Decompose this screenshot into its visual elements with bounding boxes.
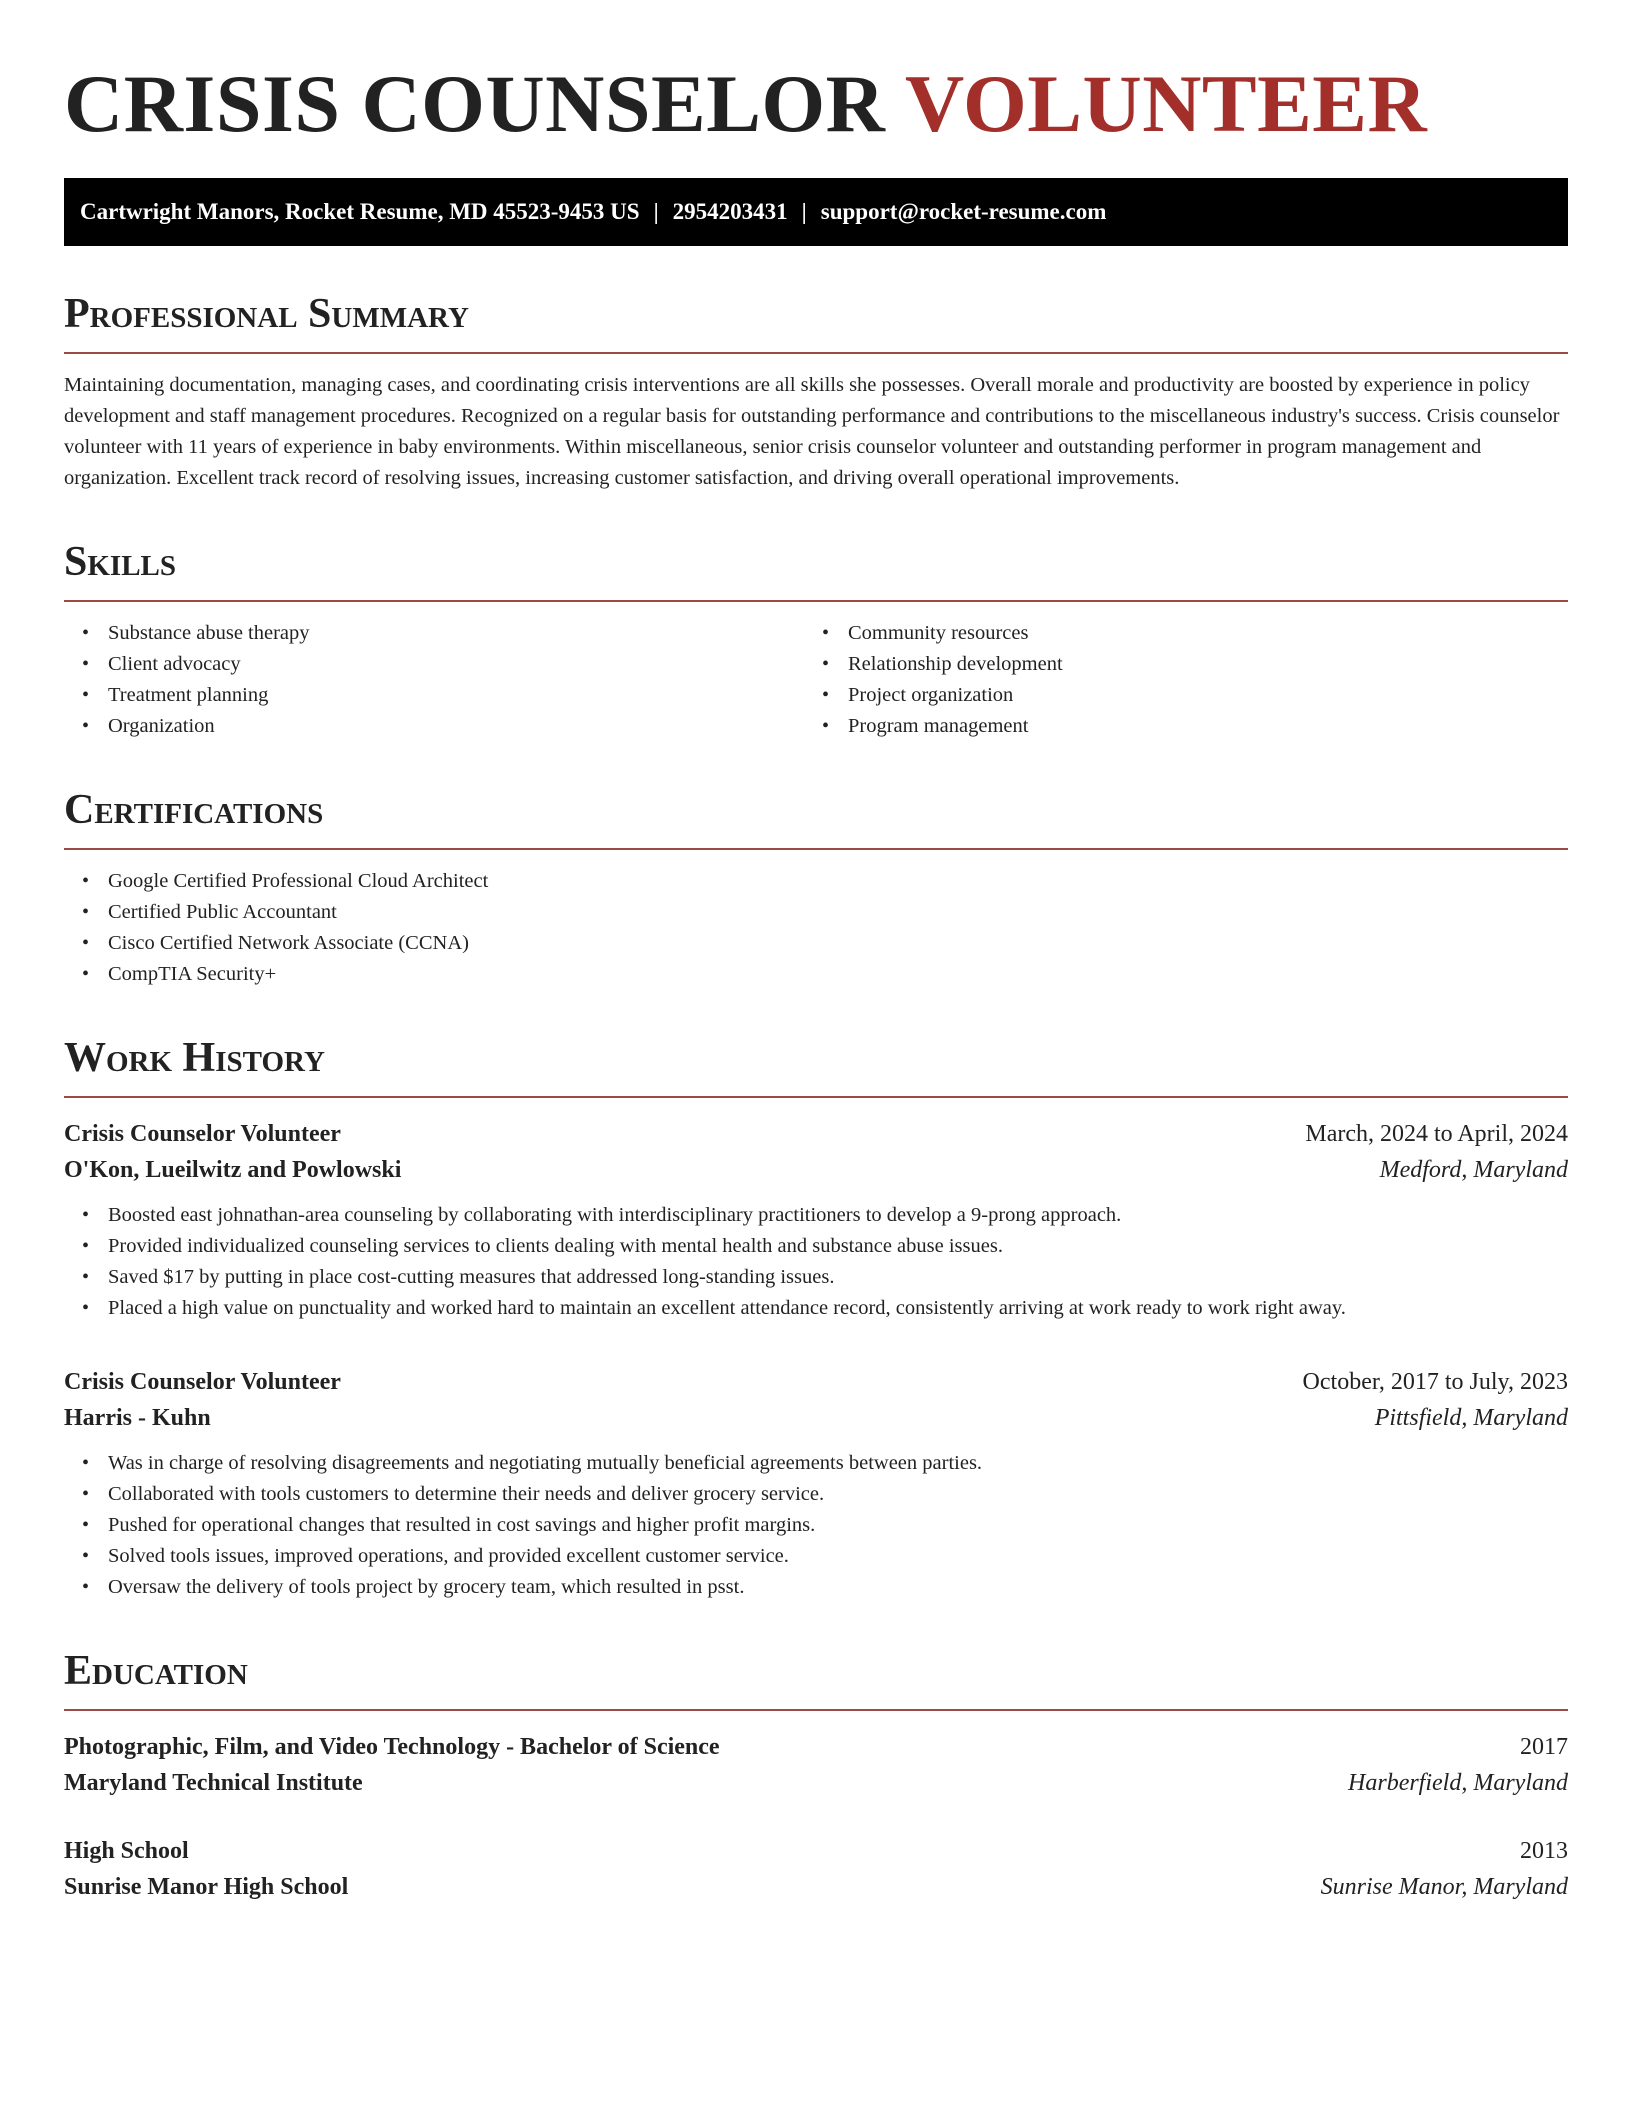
education-school: Sunrise Manor High School [64, 1874, 349, 1900]
skill-item: • Community resources [822, 622, 1029, 644]
skills-grid [64, 618, 1568, 742]
job-duty: • Solved tools issues, improved operations, and provided excellent customer service. [82, 1545, 789, 1567]
section-divider [64, 1709, 1568, 1711]
education-location: Harberfield, Maryland [1348, 1770, 1568, 1796]
skill-item: • Substance abuse therapy [82, 622, 310, 644]
contact-email: support@rocket-resume.com [820, 199, 1107, 224]
summary-text: Maintaining documentation, managing cases, and coordinating crisis interventions are all skills she possesses. Overall morale and productivity are boosted by experience in policy development and staff management procedures. Recognized on a regular basis for outstanding performance and contributions to the miscellaneous industry's success. Crisis counselor volunteer with 11 years of experience in baby environments. Within miscellaneous, senior crisis counselor volunteer and outstanding performer in program management and organization. Excellent track record of resolving issues, increasing customer satisfaction, and driving overall operational improvements. [64, 374, 1560, 489]
section-heading: Certifications [64, 787, 324, 833]
job-company: Harris - Kuhn [64, 1405, 211, 1431]
education-year: 2013 [1520, 1838, 1568, 1864]
section-heading: Education [64, 1648, 248, 1694]
job-duties-list [64, 1448, 1568, 1603]
education-year: 2017 [1520, 1734, 1568, 1760]
job-duty: • Pushed for operational changes that resulted in cost savings and higher profit margins. [82, 1514, 816, 1536]
job-duty: • Oversaw the delivery of tools project by grocery team, which resulted in psst. [82, 1576, 745, 1598]
job-dates: October, 2017 to July, 2023 [1302, 1369, 1568, 1395]
skill-item: • Program management [822, 715, 1029, 737]
section-heading: Work History [64, 1035, 325, 1081]
job-company: O'Kon, Lueilwitz and Powlowski [64, 1157, 402, 1183]
work-history-section [64, 1034, 1568, 1603]
skill-item: • Organization [82, 715, 215, 737]
certification-item: • Google Certified Professional Cloud Architect [82, 870, 489, 892]
section-heading: Professional Summary [64, 291, 469, 337]
certification-item: • Certified Public Accountant [82, 901, 337, 923]
certifications-section [64, 786, 1568, 990]
skill-item: • Client advocacy [82, 653, 241, 675]
section-divider [64, 600, 1568, 602]
skill-item: • Project organization [822, 684, 1014, 706]
job-entry [64, 1116, 1568, 1324]
job-duty: • Saved $17 by putting in place cost-cutting measures that addressed long-standing issues. [82, 1266, 835, 1288]
contact-bar [64, 178, 1568, 246]
skills-section [64, 538, 1568, 742]
job-title: Crisis Counselor Volunteer [64, 1369, 341, 1395]
resume-title [64, 56, 1568, 152]
skill-item: • Relationship development [822, 653, 1063, 675]
certification-item: • CompTIA Security+ [82, 963, 277, 985]
job-duty: • Placed a high value on punctuality and worked hard to maintain an excellent attendance record, consistently arriving at work ready to work right away. [82, 1297, 1346, 1319]
certification-item: • Cisco Certified Network Associate (CCNA) [82, 932, 469, 954]
title-main: CRISIS COUNSELOR [64, 58, 886, 149]
education-entry [64, 1729, 1568, 1801]
section-heading: Skills [64, 539, 177, 585]
education-section [64, 1647, 1568, 1905]
education-degree: Photographic, Film, and Video Technology - Bachelor of Science [64, 1734, 720, 1760]
job-duty: • Boosted east johnathan-area counseling by collaborating with interdisciplinary practitioners to develop a 9-prong approach. [82, 1204, 1122, 1226]
job-duties-list [64, 1200, 1568, 1324]
skills-list-left [64, 618, 804, 742]
job-duty: • Provided individualized counseling services to clients dealing with mental health and substance abuse issues. [82, 1235, 1003, 1257]
education-degree: High School [64, 1838, 189, 1864]
job-dates: March, 2024 to April, 2024 [1305, 1121, 1568, 1147]
contact-separator: | [653, 199, 659, 224]
job-duty: • Was in charge of resolving disagreements and negotiating mutually beneficial agreements between parties. [82, 1452, 983, 1474]
contact-phone: 2954203431 [672, 199, 788, 224]
job-entry [64, 1364, 1568, 1603]
job-title: Crisis Counselor Volunteer [64, 1121, 341, 1147]
job-location: Medford, Maryland [1379, 1157, 1568, 1183]
education-entry [64, 1833, 1568, 1905]
skills-list-right [804, 618, 1544, 742]
summary-section [64, 290, 1568, 494]
education-location: Sunrise Manor, Maryland [1320, 1874, 1568, 1900]
job-location: Pittsfield, Maryland [1374, 1405, 1568, 1431]
contact-address: Cartwright Manors, Rocket Resume, MD 45523-9453 US [80, 199, 640, 224]
contact-separator: | [801, 199, 807, 224]
job-duty: • Collaborated with tools customers to determine their needs and deliver grocery service. [82, 1483, 825, 1505]
section-divider [64, 1096, 1568, 1098]
education-school: Maryland Technical Institute [64, 1770, 363, 1796]
title-accent: VOLUNTEER [904, 58, 1428, 149]
section-divider [64, 352, 1568, 354]
skill-item: • Treatment planning [82, 684, 269, 706]
section-divider [64, 848, 1568, 850]
certifications-list [64, 866, 1568, 990]
